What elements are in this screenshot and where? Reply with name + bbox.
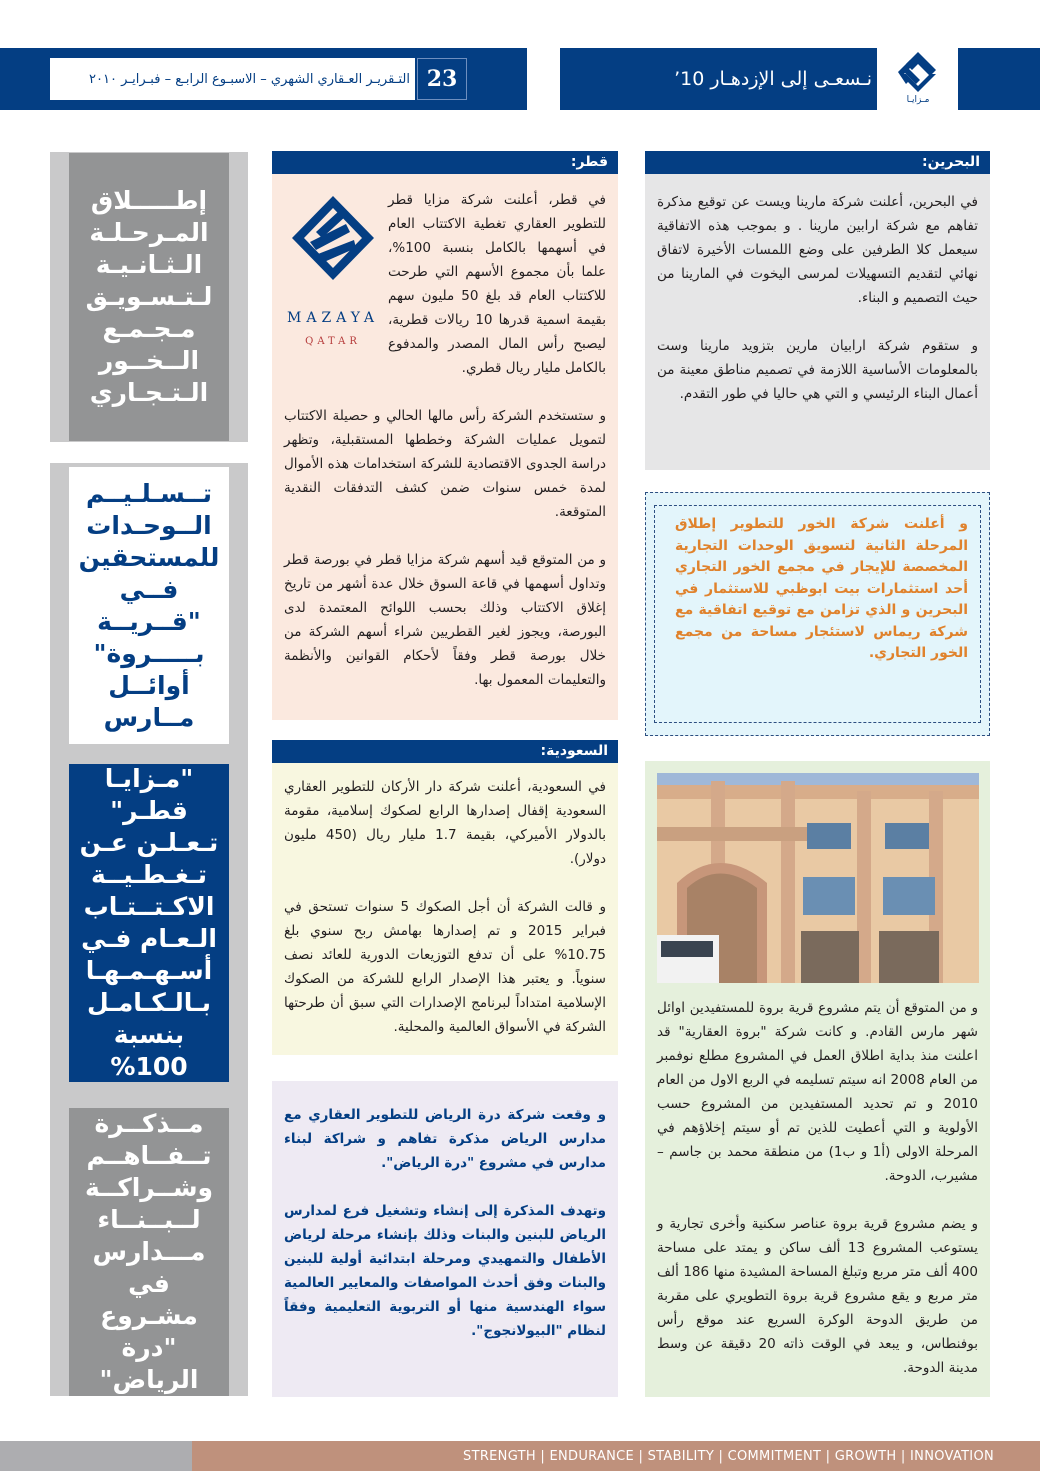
sidebar-headline-1: إطـــــلاق المـرحـلـة الـثـانـيـة لـتـسـويـق مـجـمـع الــخــور الـتـجـاري <box>69 153 229 441</box>
bahrain-paragraph: في البحرين، أعلنت شركة مارينا ويست عن توقيع مذكرة تفاهم مع شركة ارابين مارينا . و بموجب هذه الاتفاقية سيعمل كلا الطرفين على وضع اللمسات الأخيرة لاتفاق نهائي لتقديم التسهيلات لمرسى اليخوت في المارينا من حيث التصميم و البناء. <box>657 194 978 306</box>
logo-caption: مـزايـا <box>906 95 930 105</box>
riyadh-paragraph: وتهدف المذكرة إلى إنشاء وتشغيل فرع لمدارس الرياض للبنين والبنات وذلك بإنشاء مرحلة لرياض الأطفال والتمهيدي ومرحلة ابتدائية أولية للبنين والبنات وفق أحدث المواصفات والمعايير العالمية سواء الهندسية منها أو التربوية التعليمية وفقاً لنظام "البيولانجوج". <box>284 1203 606 1339</box>
header-bar-far-right <box>958 48 1040 110</box>
page-number: 23 <box>417 58 467 100</box>
riyadh-paragraph: و وقعت شركة درة الرياض للتطوير العقاري مع مدارس الرياض مذكرة تفاهم و شراكة لبناء مدارس في مشروع "درة الرياض". <box>284 1107 606 1171</box>
barwa-paragraph: و يضم مشروع قرية بروة عناصر سكنية وأخرى تجارية و يستوعب المشروع 13 ألف ساكن و يمتد على مساحة 400 ألف متر مربع وتبلغ المساحة المشيدة منها 186 ألف متر مربع و يقع مشروع قرية بروة التطويري على مقربة من طريق الدوحة الوكرة السريع عند موقع رأس بوفنطاس، و يبعد في الوقت ذاته 20 دقيقة عن وسط مدينة الدوحة. <box>657 1216 978 1376</box>
qatar-paragraph: و ستستخدم الشركة رأس مالها الحالي و حصيلة الاكتتاب لتمويل عمليات الشركة وخططها المستقبلية، وتظهر دراسة الجدوى الاقتصادية للشركة استخدامات هذه الأموال لمدة خمس سنوات ضمن كشف التدفقات النقدية المتوقعة. <box>284 408 606 520</box>
qatar-article <box>272 174 618 720</box>
mazaya-logo-sub: QATAR <box>305 336 361 347</box>
bahrain-article <box>645 174 990 470</box>
footer-bar-left <box>0 1441 192 1471</box>
bahrain-heading: البحرين: <box>645 151 990 174</box>
mazaya-qatar-logo <box>284 192 382 347</box>
sidebar-headline-4: مــذكــرة تــفــاهــم وشــراكــة لــبــنــاء مـــدارس في مشـروع "درة الرياض" <box>69 1108 229 1396</box>
barwa-paragraph: و من المتوقع أن يتم مشروع قرية بروة للمستفيدين اوائل شهر مارس القادم. و كانت شركة "بروة العقارية" قد اعلنت منذ بداية اطلاق العمل في المشروع مطلع نوفمبر من العام 2008 انه سيتم تسليمه في الربع الاول من العام 2010 و تم تحديد المستفيدين من المشروع حسب الأولوية و التي أعطيت للذين تم أو سيتم إخلاؤهم في المرحلة الاولى (أ1 و ب1) من منطقة محمد بن جاسم – مشيرب، الدوحة. <box>657 1000 979 1184</box>
building-photo-icon <box>657 773 979 983</box>
saudi-heading: السعودية: <box>272 740 618 763</box>
sidebar-headline-3: "مـزايـا قطـر" تـعـلـن عـن تـغـطـيــة الاكـتــتـاب الـعـام فـي أسـهـمـهـا بـالـكـامـل بنسبة 100% <box>69 764 229 1082</box>
qatar-paragraph: و من المتوقع قيد أسهم شركة مزايا قطر في بورصة قطر وتداول أسهمها في قاعة السوق خلال عدة أشهر من تاريخ إغلاق الاكتتاب وذلك بحسب اللوائح المعتمدة لدى البورصة، ويجوز لغير القطريين شراء أسهم الشركة من خلال بورصة قطر وفقاً لأحكام القوانين والأنظمة والتعليمات المعمول بها. <box>284 552 606 688</box>
barwa-article <box>645 990 990 1395</box>
qatar-paragraph: في قطر، أعلنت شركة مزايا قطر للتطوير العقاري تغطية الاكتتاب العام في أسهمها بالكامل بنسبة 100%، علما بأن مجموع الأسهم التي طرحت للاكتتاب العام قد بلغ 50 مليون سهم بقيمة اسمية قدرها 10 ريالات قطرية، ليصبح رأس المال المصدر والمدفوع بالكامل مليار ريال قطري. <box>388 192 607 376</box>
mazaya-logo-word: MAZAYA <box>287 310 379 326</box>
footer-tagline: STRENGTH | ENDURANCE | STABILITY | COMMITMENT | GROWTH | INNOVATION <box>192 1441 1040 1471</box>
saudi-article <box>272 763 618 1055</box>
saudi-paragraph: في السعودية، أعلنت شركة دار الأركان للتطوير العقاري السعودية إقفال إصدارها الرابع لصكوك إسلامية، مقومة بالدولار الأميركي، بقيمة 1.7 مليار ريال (450 مليون دولار). <box>284 779 607 867</box>
alkhor-callout: و أعلنت شركة الخور للتطوير إطلاق المرحلة الثانية لتسويق الوحدات التجارية المخصصة للإيجار في مجمع الخور التجاري أحد استثمارات بيت ابوظبي للاستثمار في البحرين و الذي تزامن مع توقيع اتفاقية مع شركة ريماس لاستئجار مساحة من مجمع الخور التجاري. <box>654 505 981 723</box>
mazaya-diamond-icon <box>288 192 378 292</box>
barwa-village-photo <box>657 773 979 983</box>
slogan: نـسعـى إلى الإزدهـار 10’ <box>674 68 872 90</box>
mazaya-logo-icon <box>880 50 956 98</box>
sidebar-headline-2: تــسـلـيــم الــوحـدات للمستحقين فــي "قــريــة بـــــروة" أوائــل مــارس <box>69 467 229 744</box>
report-title: التـقريـر العـقاري الشهري – الاسبـوع الرابـع – فبـرايـر ٢٠١٠ <box>89 71 410 87</box>
qatar-heading: قطر: <box>272 151 618 174</box>
saudi-paragraph: و قالت الشركة أن أجل الصكوك 5 سنوات تستحق في فبراير 2015 و تم إصدارها بهامش ربح سنوي بلغ 10.75% على أن تدفع التوزيعات الدورية للعائد نصف سنوياً. و يعتبر هذا الإصدار الرابع للشركة من الصكوك الإسلامية امتداداً لبرنامج الإصدارات التي سبق أن طرحتها الشركة في الأسواق العالمية والمحلية. <box>284 899 607 1035</box>
bahrain-paragraph: و ستقوم شركة ارابيان مارين بتزويد مارينا وست بالمعلومات الأساسية اللازمة في تصميم مناطق معينة من أعمال البناء الرئيسي و التي هي حاليا في طور التقدم. <box>657 338 978 402</box>
riyadh-article <box>272 1081 618 1397</box>
